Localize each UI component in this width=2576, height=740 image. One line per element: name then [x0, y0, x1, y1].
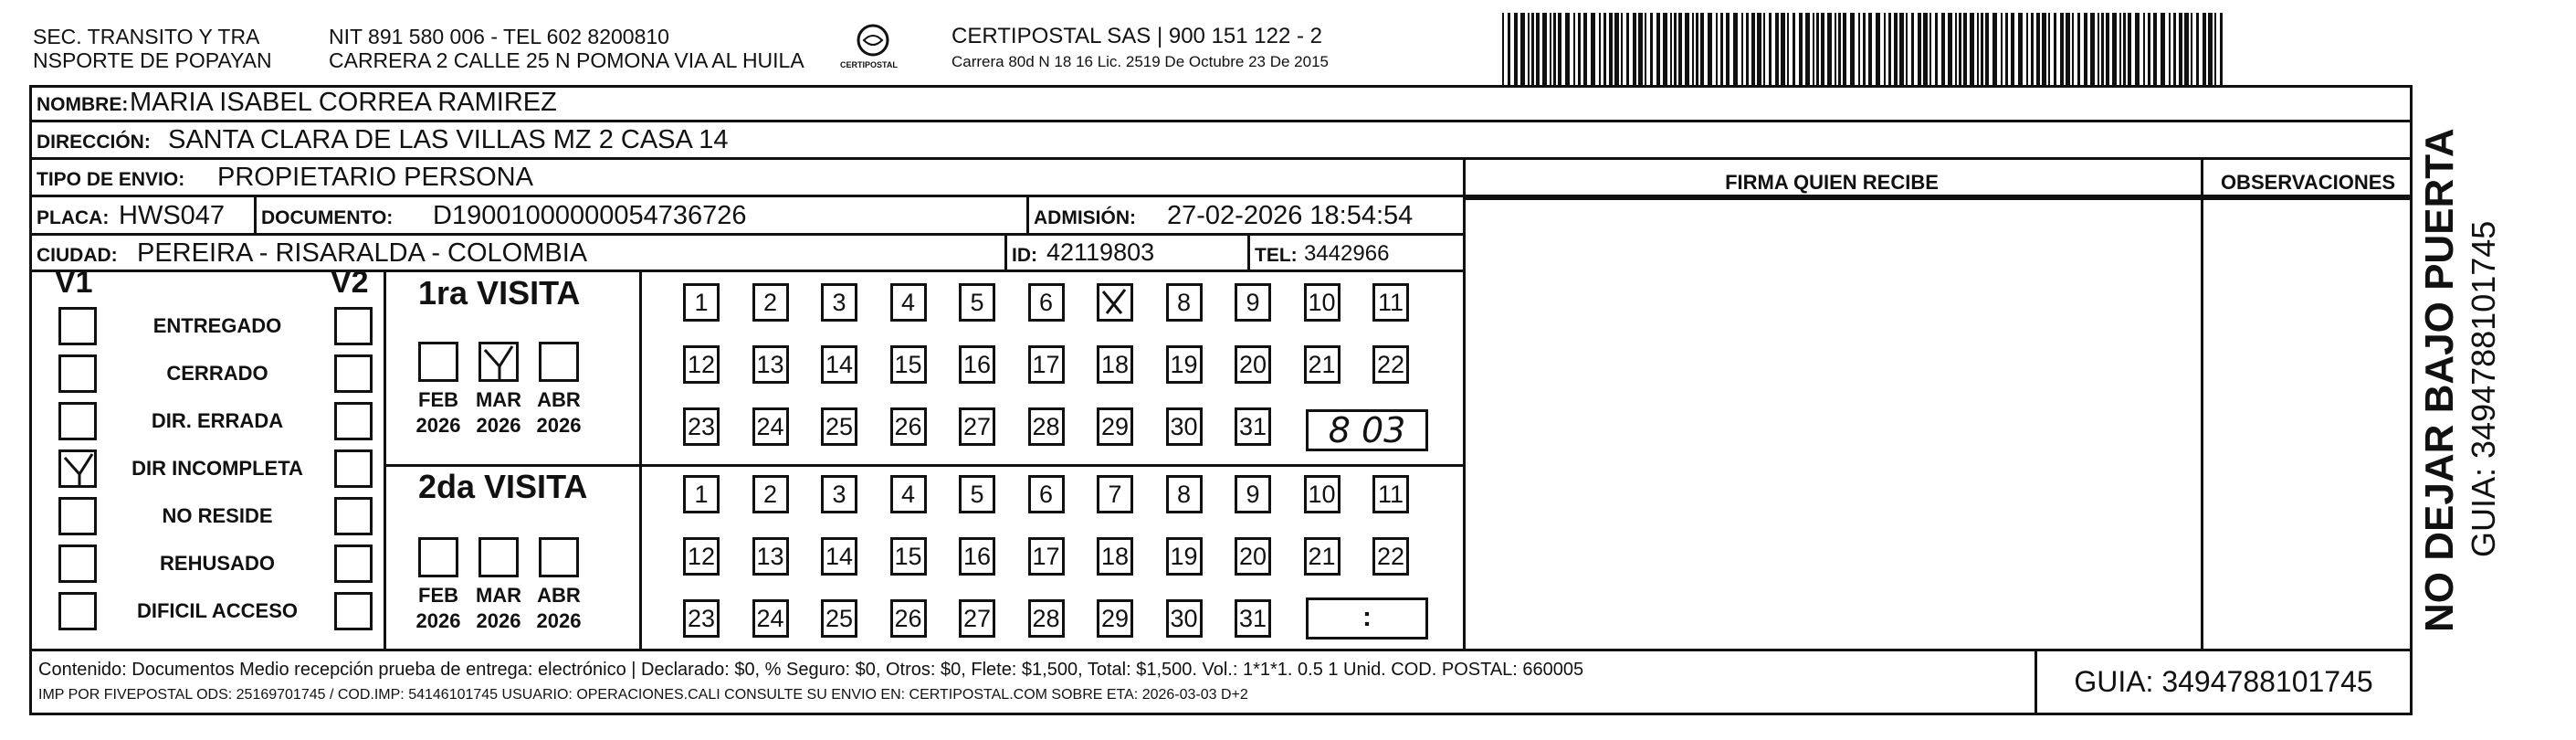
tipo-value: PROPIETARIO PERSONA: [217, 163, 533, 192]
side-guia: GUIA: 3494788101745: [2465, 220, 2502, 557]
v1-checkbox[interactable]: [58, 497, 97, 535]
v1-label: V1: [55, 265, 93, 300]
day-box[interactable]: 21: [1304, 345, 1341, 384]
status-label: ENTREGADO: [152, 314, 282, 337]
footer-print-info: IMP POR FIVEPOSTAL ODS: 25169701745 / COD.IMP: 54146101745 USUARIO: OPERACIONES.CALI CONSULTE SU ENVIO EN: CERTIPOSTAL.COM SOBRE ETA: 2026-03-03 D+2: [38, 687, 1248, 703]
year-label: 2026: [415, 414, 461, 437]
day-box[interactable]: 20: [1235, 345, 1271, 384]
divider: [29, 649, 2413, 651]
day-box[interactable]: 28: [1028, 599, 1065, 638]
day-box[interactable]: 28: [1028, 407, 1065, 446]
observaciones-header: OBSERVACIONES: [2220, 171, 2396, 194]
nit-line: NIT 891 580 006 - TEL 602 8200810: [329, 25, 669, 48]
v2-checkbox[interactable]: [334, 592, 373, 630]
day-box[interactable]: 22: [1372, 345, 1409, 384]
status-label: DIFICIL ACCESO: [136, 599, 298, 622]
nombre-value: MARIA ISABEL CORREA RAMIREZ: [130, 88, 557, 117]
ciudad-value: PEREIRA - RISARALDA - COLOMBIA: [137, 238, 588, 268]
day-box[interactable]: 30: [1166, 599, 1203, 638]
month-checkbox[interactable]: [418, 342, 458, 382]
placa-label: PLACA:: [37, 207, 110, 228]
status-label: CERRADO: [166, 362, 268, 385]
v2-label: V2: [331, 265, 369, 300]
divider: [2201, 160, 2203, 651]
divider: [254, 197, 257, 236]
admision-value: 27-02-2026 18:54:54: [1167, 201, 1414, 230]
day-box[interactable]: 29: [1097, 407, 1133, 446]
day-box[interactable]: 18: [1097, 537, 1133, 576]
day-box[interactable]: 1: [683, 283, 720, 322]
v1-checkbox[interactable]: [58, 449, 97, 488]
day-box[interactable]: 11: [1372, 283, 1409, 322]
divider: [1463, 160, 1466, 651]
day-box[interactable]: 7: [1097, 475, 1133, 513]
day-box[interactable]: 11: [1372, 475, 1409, 513]
day-box[interactable]: 6: [1028, 475, 1065, 513]
placa-value: HWS047: [119, 201, 226, 230]
row-placa: [31, 197, 1465, 236]
day-box[interactable]: 13: [752, 537, 789, 576]
day-box[interactable]: 25: [821, 407, 857, 446]
month-checkbox[interactable]: [539, 537, 579, 577]
month-label: MAR: [475, 388, 522, 411]
day-box[interactable]: 26: [890, 407, 927, 446]
day-box[interactable]: 10: [1304, 475, 1341, 513]
second-visit-time-box[interactable]: [1306, 597, 1428, 640]
day-box[interactable]: 9: [1235, 283, 1271, 322]
day-box[interactable]: 4: [890, 475, 927, 513]
day-box[interactable]: 14: [821, 537, 857, 576]
v1-checkbox[interactable]: [58, 354, 97, 393]
firma-area[interactable]: [1468, 203, 2197, 649]
first-visit-title: 1ra VISITA: [418, 274, 581, 312]
v1-checkbox[interactable]: [58, 544, 97, 583]
status-label: DIR. ERRADA: [151, 409, 284, 432]
divider: [1247, 236, 1250, 272]
divider: [639, 272, 642, 651]
day-box[interactable]: 16: [959, 537, 995, 576]
month-label: MAR: [475, 584, 522, 607]
direccion-label: DIRECCIÓN:: [37, 132, 151, 153]
day-box[interactable]: 24: [752, 407, 789, 446]
company-line1: CERTIPOSTAL SAS | 900 151 122 - 2: [952, 24, 1322, 48]
v2-checkbox[interactable]: [334, 307, 373, 345]
day-box[interactable]: 19: [1166, 537, 1203, 576]
day-box[interactable]: 2: [752, 475, 789, 513]
tel-value: 3442966: [1304, 241, 1390, 266]
day-box[interactable]: 15: [890, 345, 927, 384]
day-box[interactable]: [1097, 283, 1133, 322]
tel-label: TEL:: [1255, 245, 1298, 266]
day-box[interactable]: 10: [1304, 283, 1341, 322]
divider: [1026, 197, 1029, 236]
day-box[interactable]: 19: [1166, 345, 1203, 384]
month-checkbox[interactable]: [539, 342, 579, 382]
month-label: FEB: [418, 584, 458, 607]
day-box[interactable]: 15: [890, 537, 927, 576]
second-visit-time: :: [1362, 602, 1372, 632]
footer-contents: Contenido: Documentos Medio recepción prueba de entrega: electrónico | Declarado: $0, % Seguro: $0, Otros: $0, Flete: $1,500, Total: $1,500. Vol.: 1*1*1. 0.5 1 Unid. COD. POSTAL: 660005: [38, 660, 1584, 680]
address-line: CARRERA 2 CALLE 25 N POMONA VIA AL HUILA: [329, 48, 804, 72]
day-box[interactable]: 23: [683, 599, 720, 638]
logo-text: CERTIPOSTAL: [840, 60, 898, 69]
year-label: 2026: [536, 414, 582, 437]
status-label: NO RESIDE: [162, 504, 273, 527]
observaciones-area[interactable]: [2206, 203, 2409, 649]
day-box[interactable]: 24: [752, 599, 789, 638]
day-box[interactable]: 12: [683, 345, 720, 384]
day-box[interactable]: 13: [752, 345, 789, 384]
row-nombre: [31, 85, 2413, 122]
v2-checkbox[interactable]: [334, 354, 373, 393]
barcode: [1502, 13, 2228, 86]
day-box[interactable]: 22: [1372, 537, 1409, 576]
v1-checkbox[interactable]: [58, 592, 97, 630]
first-visit-time: 8 03: [1328, 410, 1406, 450]
day-box[interactable]: 3: [821, 283, 857, 322]
month-label: ABR: [537, 388, 581, 411]
day-box[interactable]: 25: [821, 599, 857, 638]
day-box[interactable]: 9: [1235, 475, 1271, 513]
divider: [29, 649, 32, 715]
year-label: 2026: [536, 609, 582, 632]
divider: [2035, 649, 2037, 715]
divider: [1463, 197, 2413, 200]
day-box[interactable]: 17: [1028, 345, 1065, 384]
divider: [1004, 236, 1007, 272]
ciudad-label: CIUDAD:: [37, 245, 118, 266]
month-checkbox[interactable]: [478, 342, 519, 382]
day-box[interactable]: 23: [683, 407, 720, 446]
divider: [29, 713, 2413, 715]
certipostal-logo: [840, 20, 906, 77]
day-box[interactable]: 5: [959, 475, 995, 513]
id-label: ID:: [1012, 245, 1037, 266]
v2-checkbox[interactable]: [334, 497, 373, 535]
year-label: 2026: [415, 609, 461, 632]
v2-checkbox[interactable]: [334, 544, 373, 583]
status-label: DIR INCOMPLETA: [131, 457, 303, 480]
month-checkbox[interactable]: [478, 537, 519, 577]
admision-label: ADMISIÓN:: [1034, 207, 1136, 228]
day-box[interactable]: 30: [1166, 407, 1203, 446]
side-warning: NO DEJAR BAJO PUERTA: [2417, 128, 2462, 632]
divider: [2410, 649, 2413, 715]
day-box[interactable]: 2: [752, 283, 789, 322]
day-box[interactable]: 8: [1166, 283, 1203, 322]
day-box[interactable]: 29: [1097, 599, 1133, 638]
day-box[interactable]: 31: [1235, 599, 1271, 638]
day-box[interactable]: 6: [1028, 283, 1065, 322]
id-value: 42119803: [1046, 238, 1155, 266]
day-box[interactable]: 17: [1028, 537, 1065, 576]
day-box[interactable]: 18: [1097, 345, 1133, 384]
first-visit-time-box[interactable]: [1306, 409, 1428, 451]
day-box[interactable]: 27: [959, 599, 995, 638]
month-checkbox[interactable]: [418, 537, 458, 577]
firma-header: FIRMA QUIEN RECIBE: [1725, 171, 1939, 194]
day-box[interactable]: 12: [683, 537, 720, 576]
day-box[interactable]: 21: [1304, 537, 1341, 576]
day-box[interactable]: 16: [959, 345, 995, 384]
day-box[interactable]: 27: [959, 407, 995, 446]
second-visit-title: 2da VISITA: [418, 468, 588, 505]
company-line2: Carrera 80d N 18 16 Lic. 2519 De Octubre 23 De 2015: [952, 53, 1329, 70]
tipo-label: TIPO DE ENVIO:: [37, 169, 185, 190]
day-box[interactable]: 4: [890, 283, 927, 322]
v2-checkbox[interactable]: [334, 402, 373, 440]
status-label: REHUSADO: [160, 552, 275, 575]
org-name-line1: SEC. TRANSITO Y TRA: [33, 25, 260, 48]
year-label: 2026: [476, 414, 521, 437]
org-name-line2: NSPORTE DE POPAYAN: [33, 48, 272, 72]
v1-checkbox[interactable]: [58, 402, 97, 440]
divider: [384, 464, 1463, 467]
day-box[interactable]: 3: [821, 475, 857, 513]
documento-label: DOCUMENTO:: [261, 207, 394, 228]
direccion-value: SANTA CLARA DE LAS VILLAS MZ 2 CASA 14: [168, 125, 729, 154]
divider: [384, 272, 386, 651]
day-box[interactable]: 8: [1166, 475, 1203, 513]
v1-checkbox[interactable]: [58, 307, 97, 345]
row-direccion: [31, 122, 2413, 160]
day-box[interactable]: 14: [821, 345, 857, 384]
month-label: FEB: [418, 388, 458, 411]
day-box[interactable]: 31: [1235, 407, 1271, 446]
day-box[interactable]: 5: [959, 283, 995, 322]
day-box[interactable]: 20: [1235, 537, 1271, 576]
month-label: ABR: [537, 584, 581, 607]
day-box[interactable]: 1: [683, 475, 720, 513]
documento-value: D19001000000054736726: [433, 201, 747, 230]
day-box[interactable]: 26: [890, 599, 927, 638]
nombre-label: NOMBRE:: [37, 94, 129, 115]
footer-guia: GUIA: 3494788101745: [2074, 665, 2373, 698]
year-label: 2026: [476, 609, 521, 632]
v2-checkbox[interactable]: [334, 449, 373, 488]
